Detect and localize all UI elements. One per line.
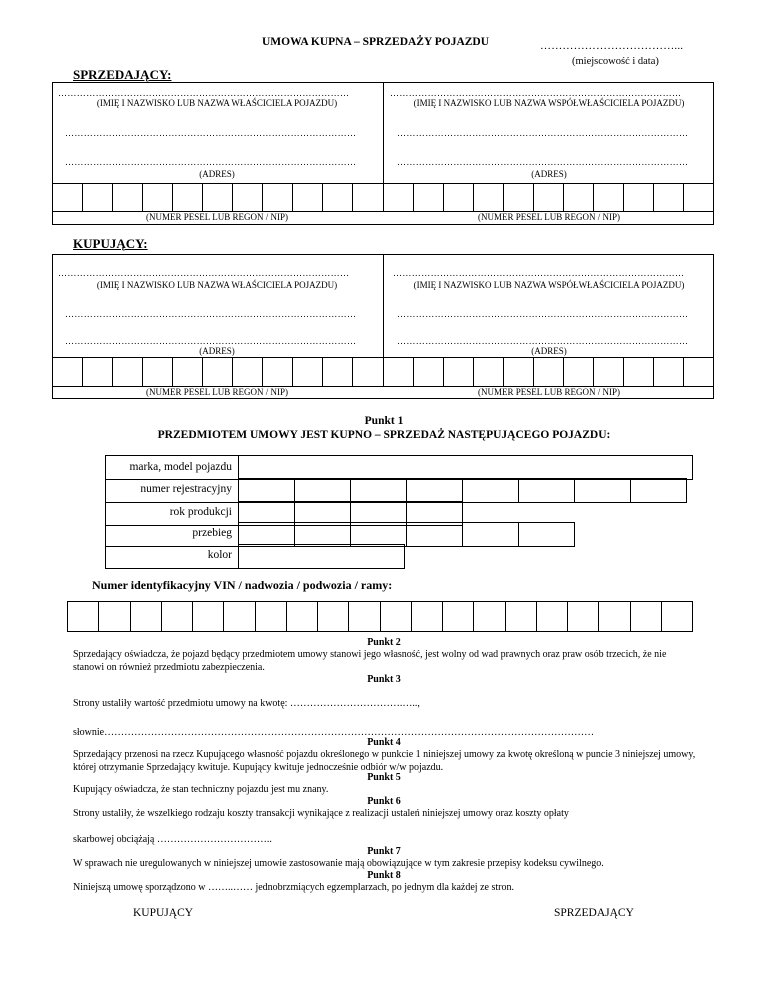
seller-owner-address-line2[interactable]: ………………………………………………………………………………… [65, 157, 357, 167]
p8-text[interactable]: Niniejszą umowę sporządzono w ……..…… jednobrzmiących egzemplarzach, po jednym dla każdej ze stron. [73, 882, 514, 893]
vehicle-color-label: kolor [105, 544, 238, 569]
place-date-caption: (miejscowość i data) [572, 56, 659, 67]
place-date-field[interactable]: ………………………………... [540, 40, 684, 52]
seller-owner-name-caption: (IMIĘ I NAZWISKO LUB NAZWA WŁAŚCICIELA POJAZDU) [96, 98, 338, 108]
p6-text: Strony ustaliły, że wszelkiego rodzaju koszty transakcji wynikające z realizacji ustaleń niniejszej umowy oraz koszty opłaty [73, 808, 569, 819]
seller-coowner-address-line1[interactable]: ………………………………………………………………………………… [397, 128, 689, 138]
buyer-coowner-pesel-caption: (NUMER PESEL LUB REGON / NIP) [478, 387, 620, 397]
buyer-heading: KUPUJĄCY: [73, 236, 148, 251]
p3-heading: Punkt 3 [367, 674, 401, 685]
vehicle-reg-cells[interactable] [238, 478, 686, 503]
p1-heading: Punkt 1 [364, 415, 404, 427]
vehicle-color-cells[interactable] [238, 544, 404, 569]
buyer-pesel-grid[interactable] [52, 357, 714, 387]
buyer-coowner-address-line2[interactable]: ………………………………………………………………………………… [397, 336, 689, 346]
seller-owner-address-line1[interactable]: ………………………………………………………………………………… [65, 128, 357, 138]
vehicle-make-label: marka, model pojazdu [105, 455, 238, 480]
seller-signature-label: SPRZEDAJĄCY [554, 907, 634, 919]
vehicle-color-row [105, 544, 404, 569]
p4-text: Sprzedający przenosi na rzecz Kupującego własność pojazdu określonego w punkcie 1 niniejszej umowy za kwotę określoną w puncie 3 niniejszej umowy, której otrzymanie Sprzedający kwituje. Kupujący kwituje jednocześnie odbiór w/w pojazdu. [73, 749, 696, 773]
p5-heading: Punkt 5 [367, 772, 401, 783]
seller-coowner-address-caption: (ADRES) [531, 169, 567, 179]
p6-heading: Punkt 6 [367, 796, 401, 807]
p3-words-field[interactable]: słownie………………………………………………………………………………………………………………………………… [73, 727, 595, 738]
seller-owner-address-caption: (ADRES) [199, 169, 235, 179]
seller-owner-name-field[interactable]: ………………………………………………………………………………… [58, 88, 350, 98]
vehicle-year-label: rok produkcji [105, 501, 238, 526]
p6-tax-field[interactable]: skarbowej obciążają …………………………….. [73, 834, 272, 845]
vin-grid[interactable] [67, 601, 693, 632]
p7-heading: Punkt 7 [367, 846, 401, 857]
p2-text: Sprzedający oświadcza, że pojazd będący przedmiotem umowy stanowi jego własność, jest wolny od wad prawnych oraz praw osób trzecich, że nie stanowi on również przedmiotu zabezpieczenia. [73, 649, 667, 673]
p4-heading: Punkt 4 [367, 737, 401, 748]
buyer-coowner-address-line1[interactable]: ………………………………………………………………………………… [397, 309, 689, 319]
buyer-coowner-name-caption: (IMIĘ I NAZWISKO LUB NAZWA WSPÓŁWŁAŚCICIELA POJAZDU) [413, 280, 685, 290]
buyer-owner-pesel-caption: (NUMER PESEL LUB REGON / NIP) [146, 387, 288, 397]
vehicle-make-field[interactable] [238, 455, 693, 480]
buyer-owner-name-caption: (IMIĘ I NAZWISKO LUB NAZWA WŁAŚCICIELA POJAZDU) [96, 280, 338, 290]
seller-divider [383, 82, 384, 183]
seller-coowner-address-line2[interactable]: ………………………………………………………………………………… [397, 157, 689, 167]
buyer-owner-address-caption: (ADRES) [199, 346, 235, 356]
buyer-owner-name-field[interactable]: ………………………………………………………………………………… [58, 268, 350, 278]
vehicle-make-row [105, 455, 693, 480]
p5-text: Kupujący oświadcza, że stan techniczny pojazdu jest mu znany. [73, 784, 329, 795]
p1-title: PRZEDMIOTEM UMOWY JEST KUPNO – SPRZEDAŻ NASTĘPUJĄCEGO POJAZDU: [157, 429, 611, 441]
vin-label: Numer identyfikacyjny VIN / nadwozia / podwozia / ramy: [92, 578, 393, 592]
buyer-divider [383, 254, 384, 357]
seller-coowner-name-caption: (IMIĘ I NAZWISKO LUB NAZWA WSPÓŁWŁAŚCICIELA POJAZDU) [413, 98, 685, 108]
seller-coowner-pesel-caption: (NUMER PESEL LUB REGON / NIP) [478, 212, 620, 222]
vehicle-reg-row [105, 478, 686, 503]
seller-pesel-grid[interactable] [52, 183, 714, 212]
buyer-coowner-name-field[interactable]: ………………………………………………………………………………… [393, 268, 685, 278]
p7-text: W sprawach nie uregulowanych w niniejszej umowie zastosowanie mają obowiązujące w tym zakresie przepisy kodeksu cywilnego. [73, 858, 604, 869]
seller-owner-pesel-caption: (NUMER PESEL LUB REGON / NIP) [146, 212, 288, 222]
buyer-owner-address-line2[interactable]: ………………………………………………………………………………… [65, 336, 357, 346]
buyer-owner-address-line1[interactable]: ………………………………………………………………………………… [65, 309, 357, 319]
p8-heading: Punkt 8 [367, 870, 401, 881]
vehicle-reg-label: numer rejestracyjny [105, 478, 238, 503]
p3-amount-field[interactable]: Strony ustaliły wartość przedmiotu umowy na kwotę: …………………………….….., [73, 698, 420, 709]
buyer-signature-label: KUPUJĄCY [133, 907, 194, 919]
buyer-coowner-address-caption: (ADRES) [531, 346, 567, 356]
seller-heading: SPRZEDAJĄCY: [73, 67, 172, 82]
p2-heading: Punkt 2 [367, 637, 401, 648]
document-title: UMOWA KUPNA – SPRZEDAŻY POJAZDU [262, 36, 490, 48]
vehicle-mileage-label: przebieg [105, 522, 238, 547]
seller-coowner-name-field[interactable]: ………………………………………………………………………………… [390, 88, 682, 98]
